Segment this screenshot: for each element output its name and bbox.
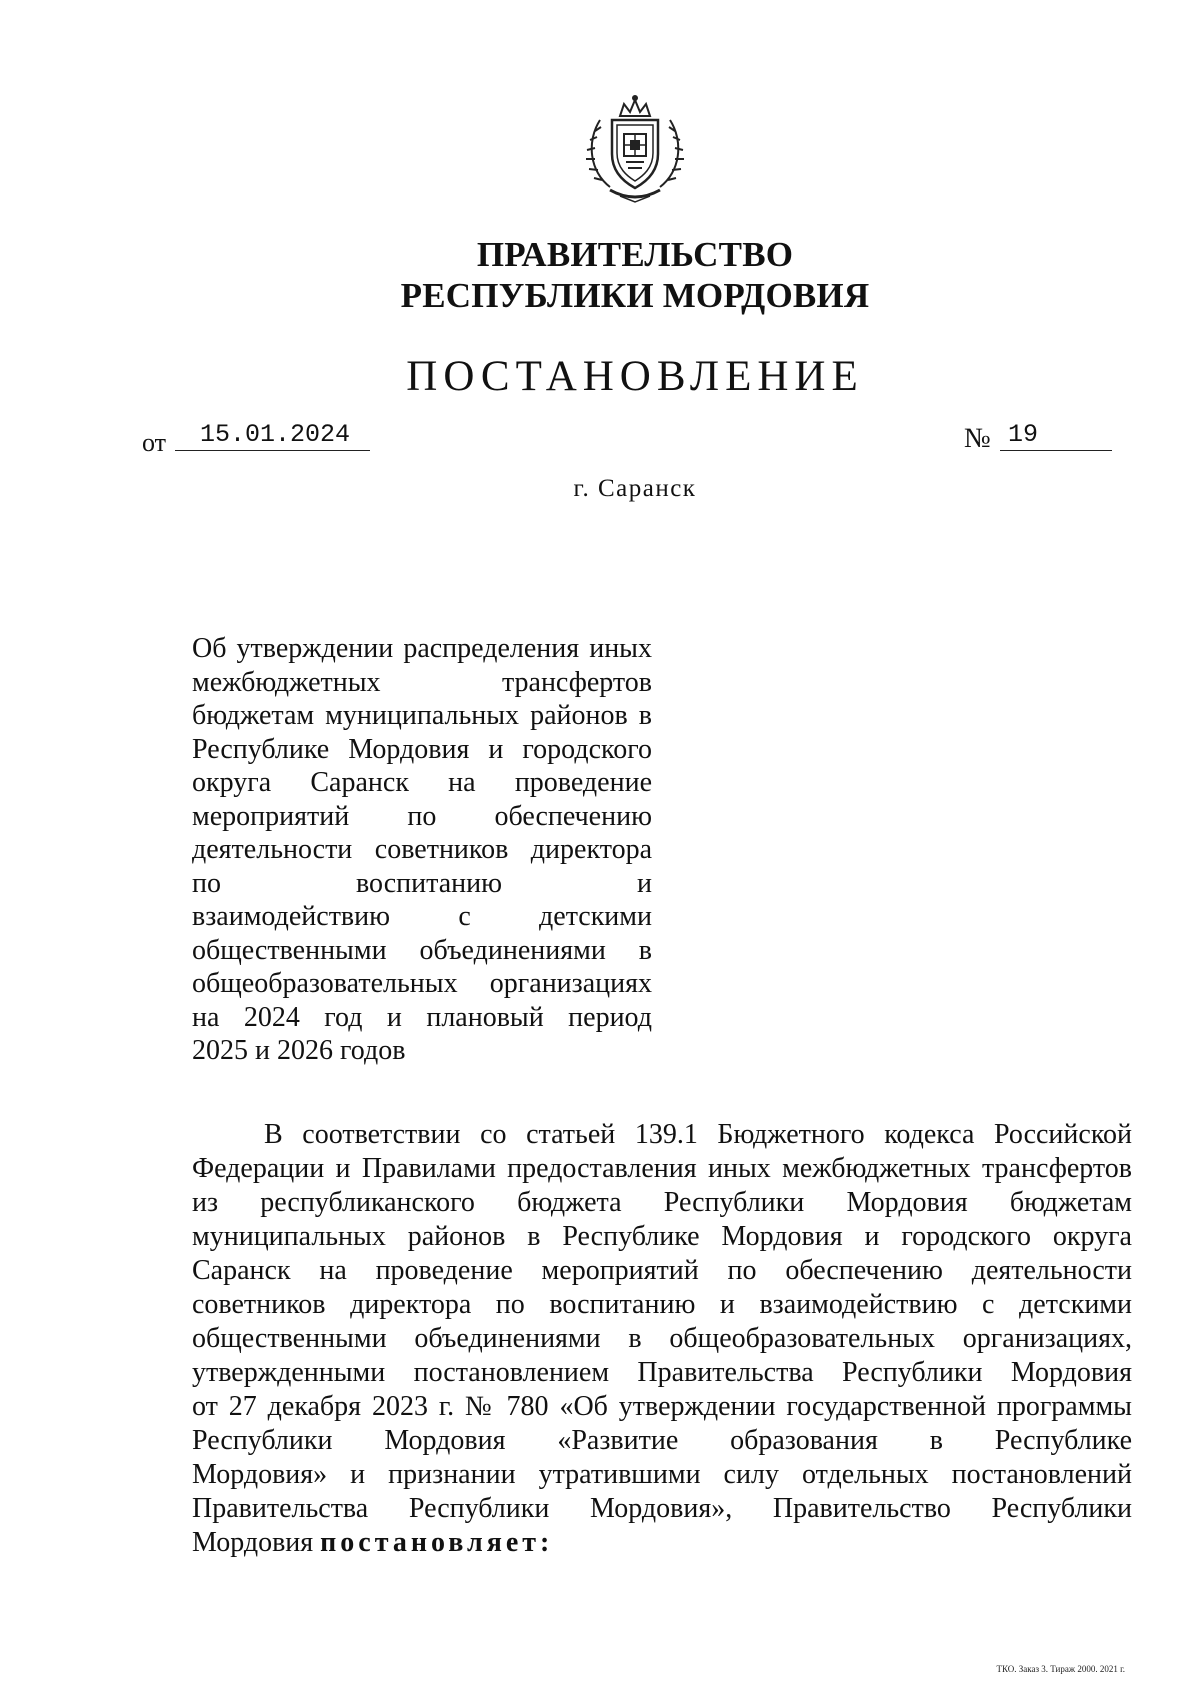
subject-line: Об утверждении распределения иных <box>192 633 652 664</box>
subject-line: на 2024 год и плановый период <box>192 1001 652 1033</box>
date-label: от <box>142 428 167 457</box>
subject-line: по воспитанию и <box>192 867 652 899</box>
document-number: 19 <box>1000 420 1112 451</box>
subject-line: Республике Мордовия и городского <box>192 733 652 765</box>
coat-of-arms-icon <box>580 92 690 207</box>
city-line: г. Саранск <box>573 475 697 502</box>
body-line: Мордовия» и признании утратившими силу отдельных постановлений <box>192 1459 1132 1490</box>
subject-line: округа Саранск на проведение <box>192 767 652 798</box>
document-date: 15.01.2024 <box>175 420 370 451</box>
subject-line: межбюджетных трансфертов <box>192 666 652 698</box>
subject-line: общественными объединениями в <box>192 934 652 966</box>
subject-line: взаимодействию с детскими <box>192 901 652 932</box>
org-title-line1: ПРАВИТЕЛЬСТВО <box>476 235 794 274</box>
org-title-line2: РЕСПУБЛИКИ МОРДОВИЯ <box>400 276 870 315</box>
body-line: от 27 декабря 2023 г. № 780 «Об утверждении государственной программы <box>192 1391 1132 1422</box>
preamble-paragraph <box>192 1118 1132 1560</box>
body-line: из республиканского бюджета Республики Мордовия бюджетам <box>192 1187 1132 1218</box>
body-line: В соответствии со статьей 139.1 Бюджетного кодекса Российской <box>264 1119 1132 1150</box>
document-type-title: ПОСТАНОВЛЕНИЕ <box>406 353 864 400</box>
body-line-final <box>192 1526 1132 1560</box>
body-line: утвержденными постановлением Правительства Республики Мордовия <box>192 1357 1132 1388</box>
resolution-keyword: постановляет: <box>320 1527 554 1558</box>
body-final-prefix: Мордовия <box>192 1527 321 1558</box>
subject-line: деятельности советников директора <box>192 834 652 865</box>
body-line: Саранск на проведение мероприятий по обеспечению деятельности <box>192 1255 1132 1286</box>
body-line: советников директора по воспитанию и взаимодействию с детскими <box>192 1289 1132 1320</box>
subject-line: бюджетам муниципальных районов в <box>192 700 652 731</box>
body-line: Республики Мордовия «Развитие образования в Республике <box>192 1425 1132 1456</box>
document-subject <box>192 632 652 1068</box>
body-line: Правительства Республики Мордовия», Правительство Республики <box>192 1493 1132 1524</box>
subject-line: 2025 и 2026 годов <box>192 1035 406 1066</box>
body-line: общественными объединениями в общеобразовательных организациях, <box>192 1323 1132 1354</box>
subject-line: мероприятий по обеспечению <box>192 800 652 832</box>
number-label: № <box>964 423 991 454</box>
body-line: Федерации и Правилами предоставления иных межбюджетных трансфертов <box>192 1153 1132 1184</box>
print-run-note: ТКО. Заказ 3. Тираж 2000. 2021 г. <box>996 1664 1125 1674</box>
body-line: муниципальных районов в Республике Мордовия и городского округа <box>192 1221 1132 1252</box>
subject-line: общеобразовательных организациях <box>192 968 652 999</box>
